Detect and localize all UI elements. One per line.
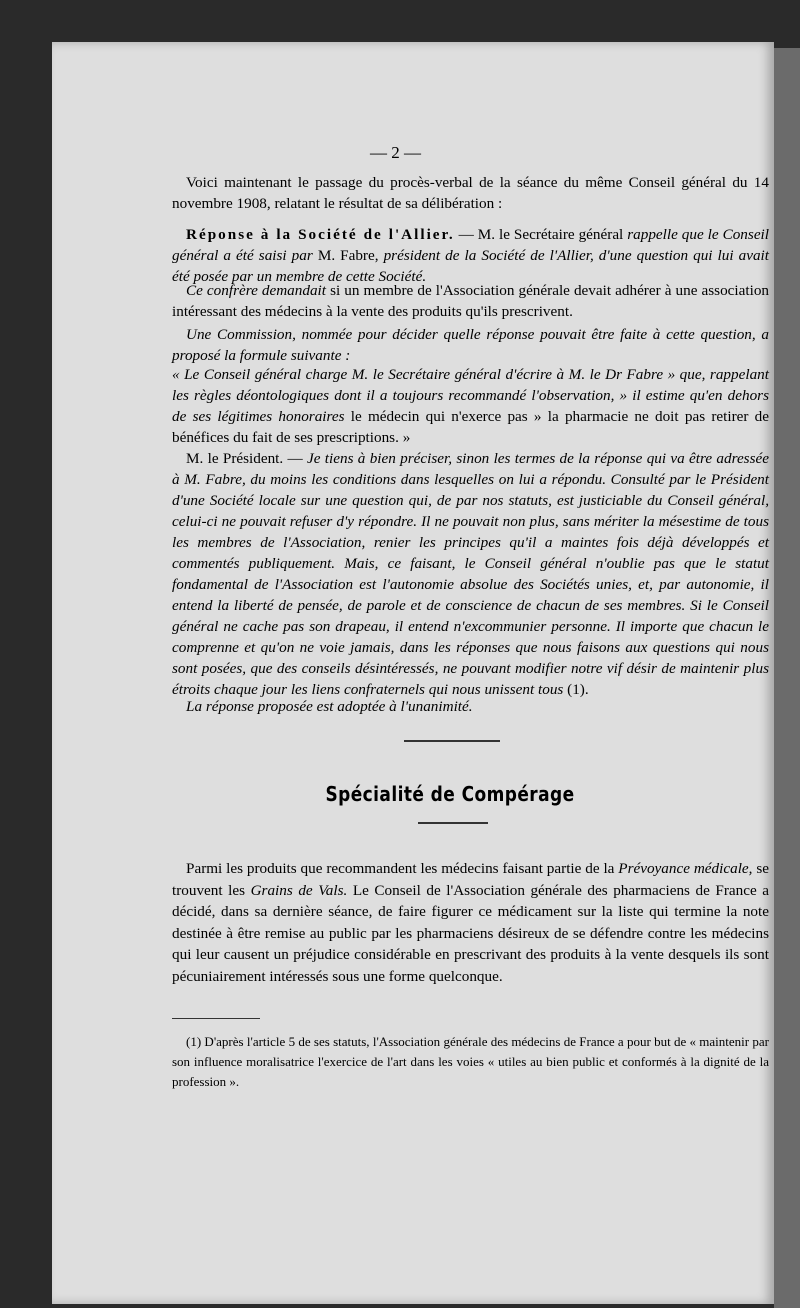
specialite-text: se trouvent les bbox=[172, 860, 769, 899]
separator-rule bbox=[404, 740, 500, 742]
reponse-paragraph-3: Une Commission, nommée pour décider quelle réponse pouvait être faite à cette question, a proposé la formule suivante : bbox=[172, 326, 769, 364]
intro-paragraph: Voici maintenant le passage du procès-verbal de la séance du même Conseil général du 14 novembre 1908, relatant le résultat de sa délibération : bbox=[172, 174, 769, 212]
quote-text: le médecin qui n'exerce pas » la pharmacie ne doit pas retirer de bénéfices du fait de ses prescriptions. » bbox=[172, 408, 769, 446]
reponse-text: M. Fabre, bbox=[312, 247, 384, 264]
reponse-text: — M. le Secrétaire général bbox=[454, 226, 628, 243]
president-label: M. le Président. — bbox=[186, 450, 308, 467]
quote-text-italic: « Le Conseil général charge M. le Secrétaire général d'écrire à M. le Dr Fabre » que, rappelant les règles déontologiques dont il a toujours recommandé l'observation, » il estime qu'en dehors de ses légitimes honoraires bbox=[172, 366, 769, 425]
reponse-paragraph-1 bbox=[172, 224, 769, 287]
specialite-text-italic: Grains de Vals. bbox=[250, 881, 348, 899]
specialite-paragraph bbox=[172, 858, 769, 987]
section-title: Spécialité de Compérage bbox=[325, 782, 575, 806]
reponse-text-italic: président de la Société de l'Allier, d'une question qui lui avait été posée par un membre de cette Société. bbox=[172, 247, 769, 285]
footnote-ref: (1). bbox=[563, 681, 589, 698]
reponse-text-italic: rappelle que le Conseil général a été saisi par bbox=[172, 226, 769, 264]
president-text-italic: Je tiens à bien préciser, sinon les termes de la réponse qui va être adressée à M. Fabre, du moins les conditions dans lesquelles on lui a répondu. Consulté par le Président d'une Société locale sur une question qui, de par nos statuts, est justiciable du Conseil général, celui-ci ne pouvait refuser d'y répondre. Il ne pouvait non plus, sans mériter la mésestime de tous les membres de l'Association, renier les principes qu'il a maintes fois déjà développés et commentés publiquement. Mais, ce faisant, le Conseil général n'oublie pas que le statut fondamental de l'Association est l'autonomie absolue des Sociétés unies, et, par autonomie, il entend la liberté de pensée, de parole et de conscience de chacun de ses membres. Si le Conseil général ne cache pas son drapeau, il entend n'excommunier personne. Il importe que chacun le comprenne et qu'on ne voie jamais, dans les réponses que nous faisons aux questions qui nous sont posées, que des conseils désintéressés, ne pouvant modifier notre vif désir de maintenir plus étroits chaque jour les liens confraternels qui nous unissent tous bbox=[172, 450, 769, 698]
quote-paragraph bbox=[172, 364, 769, 448]
reponse-text-italic: Ce confrère demandait bbox=[186, 282, 327, 299]
title-underline bbox=[418, 822, 488, 824]
footnote-rule bbox=[172, 1018, 260, 1019]
footnote: (1) D'après l'article 5 de ses statuts, l'Association générale des médecins de France a pour but de « maintenir par son influence moralisatrice l'exercice de l'art dans les voies « utiles au bien public et conformés à la dignité de la profession ». bbox=[172, 1034, 769, 1089]
reponse-heading: Réponse à la Société de l'Allier. bbox=[186, 226, 455, 243]
reponse-paragraph-2 bbox=[172, 280, 769, 322]
page-number: — 2 — bbox=[370, 143, 421, 162]
specialite-text: Parmi les produits que recommandent les médecins faisant partie de la bbox=[186, 860, 619, 877]
specialite-text: Le Conseil de l'Association générale des pharmaciens de France a décidé, dans sa dernière séance, de faire figurer ce médicament sur la liste qui termine la note destinée à être remise au public par les pharmaciens désireux de se défendre contre les médecins qui leur causent un préjudice considérable en prescrivant des produits à la vente desquels ils sont pécuniairement intéressés sous une forme quelconque. bbox=[172, 881, 769, 985]
president-paragraph bbox=[172, 448, 769, 700]
specialite-text-italic: Prévoyance médicale, bbox=[618, 860, 753, 877]
adoption-line: La réponse proposée est adoptée à l'unanimité. bbox=[186, 698, 473, 715]
book-spine bbox=[774, 48, 800, 1308]
reponse-text: si un membre de l'Association générale devait adhérer à une association intéressant des médecins à la vente des produits qu'ils prescrivent. bbox=[172, 282, 770, 320]
